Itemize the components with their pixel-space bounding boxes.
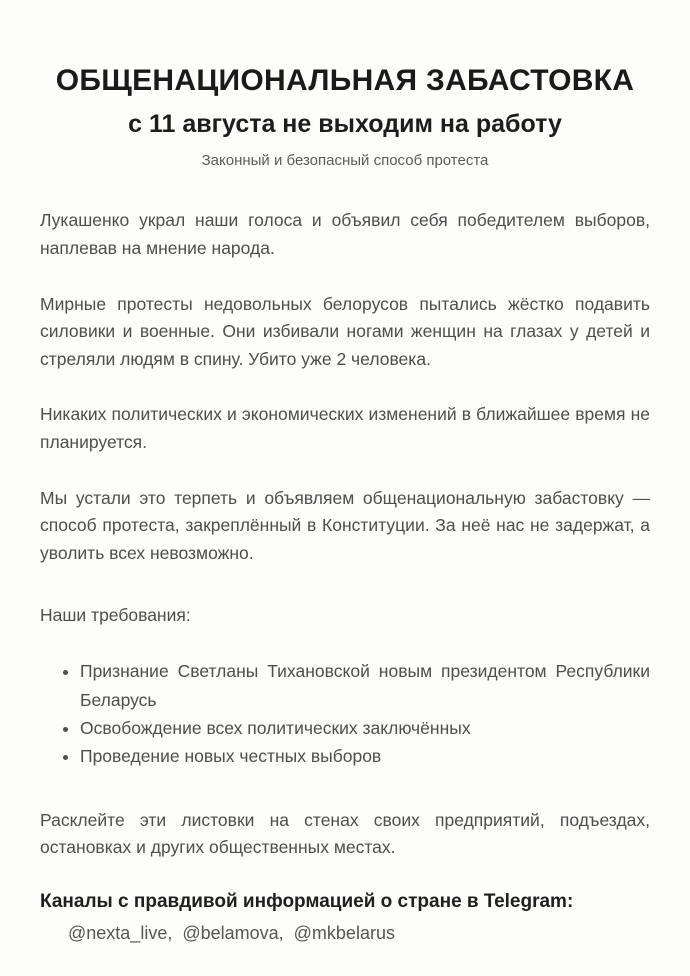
paragraph-votes-stolen: Лукашенко украл наши голоса и объявил себя победителем выборов, наплевав на мнение народа. bbox=[40, 210, 650, 258]
call-to-action-text: Расклейте эти листовки на стенах своих предприятий, подъездах, остановках и других общественных местах. bbox=[40, 809, 650, 858]
demands-list bbox=[40, 657, 650, 770]
body-copy-section bbox=[40, 207, 650, 567]
paragraph-no-changes: Никаких политических и экономических изменений в ближайшее время не планируется. bbox=[40, 404, 650, 453]
demands-section bbox=[40, 602, 650, 771]
leaflet-footer bbox=[40, 807, 650, 944]
leaflet-header bbox=[40, 64, 650, 169]
paragraph-protests-suppressed: Мирные протесты недовольных белорусов пытались жёстко подавить силовики и военные. Они избивали ногами женщин на глазах у детей и стреляли людям в спину. Убито уже 2 человека. bbox=[40, 293, 650, 369]
page-subtitle: с 11 августа не выходим на работу bbox=[128, 109, 562, 138]
list-item-new-elections: • Проведение новых честных выборов bbox=[80, 742, 650, 770]
list-item-recognize-tikhanovskaya: • Признание Светланы Тихановской новым президентом Республики Беларусь bbox=[80, 657, 650, 714]
demands-heading: Наши требования: bbox=[40, 604, 191, 625]
page-title: ОБЩЕНАЦИОНАЛЬНАЯ ЗАБАСТОВКА bbox=[55, 64, 635, 97]
telegram-channel-handles: @nexta_live, @belamova, @mkbelarus bbox=[68, 922, 395, 943]
telegram-channels-heading: Каналы с правдивой информацией о стране в Telegram: bbox=[40, 890, 574, 912]
page-tagline: Законный и безопасный способ протеста bbox=[201, 152, 489, 170]
list-item-free-prisoners: • Освобождение всех политических заключённых bbox=[80, 714, 650, 742]
paragraph-strike-announcement: Мы устали это терпеть и объявляем общенациональную забастовку — способ протеста, закреплённый в Конституции. За неё нас не задержат, а уволить всех невозможно. bbox=[40, 487, 650, 564]
